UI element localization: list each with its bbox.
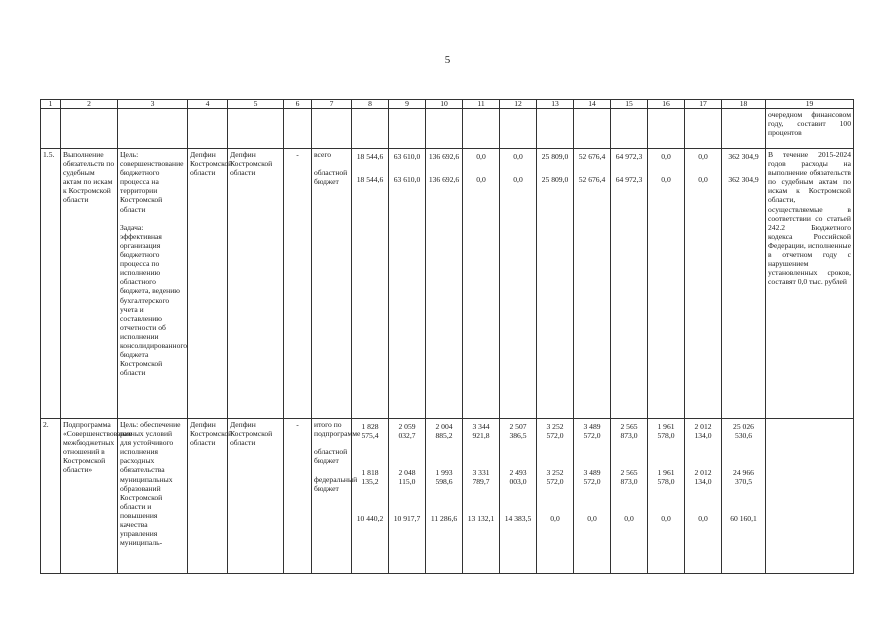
column-header: 1	[41, 100, 61, 109]
amount-value: 0,0	[476, 175, 486, 184]
amount-value: 1 961 578,0	[657, 468, 675, 487]
amount-cell	[574, 419, 611, 574]
amount-cell	[463, 419, 500, 574]
amount-cell	[685, 419, 722, 574]
column-header: 10	[426, 100, 463, 109]
amount-value: 25 809,0	[541, 175, 569, 184]
amount-value: 0,0	[661, 514, 671, 523]
goal-task-text: Цель: совершенствование бюджетного процесса на территории Костромской области Задача: эффективная организация бюджетного процесса по исполнению областного бюджета, ведению бухгалтерского учета и составлению отчетности об исполнении консолидированного бюджета Костромской области	[118, 149, 188, 419]
amount-value: 60 160,1	[730, 514, 757, 523]
column-header: 9	[389, 100, 426, 109]
amount-value: 3 252 572,0	[546, 468, 564, 487]
amount-cell	[574, 149, 611, 419]
amount-value: 25 809,0	[541, 152, 569, 161]
amount-cell	[648, 419, 685, 574]
amount-value: 24 966 370,5	[733, 468, 754, 487]
amount-value: 63 610,0	[393, 152, 421, 161]
column-header: 17	[685, 100, 722, 109]
column-header: 19	[766, 100, 854, 109]
column-header: 12	[500, 100, 537, 109]
amount-cell	[500, 419, 537, 574]
amount-value: 0,0	[661, 152, 671, 161]
amount-value: 2 493 003,0	[509, 468, 527, 487]
amount-value: 2 565 873,0	[620, 468, 638, 487]
column-header: 5	[228, 100, 284, 109]
amount-value: 2 565 873,0	[620, 422, 638, 441]
amount-cell	[648, 149, 685, 419]
amount-cell	[352, 419, 389, 574]
table-row	[41, 109, 854, 149]
amount-value: 1 961 578,0	[657, 422, 675, 441]
amount-value: 0,0	[550, 514, 560, 523]
column-header: 11	[463, 100, 500, 109]
result-text: очередном финансовом году, составит 100 процентов	[766, 109, 854, 149]
amount-value: 1 828 575,4	[361, 422, 379, 441]
amount-value: 25 026 530,6	[733, 422, 754, 441]
row-number: 2.	[41, 419, 61, 574]
amount-value: 0,0	[476, 152, 486, 161]
amount-cell	[426, 149, 463, 419]
amount-value: 63 610,0	[393, 175, 421, 184]
coexecutor: Депфин Костромской области	[228, 419, 284, 574]
amount-cell	[722, 419, 766, 574]
result-text	[766, 419, 854, 574]
amount-value: 13 132,1	[467, 514, 495, 523]
amount-value: 0,0	[513, 152, 523, 161]
funding-source: итого по подпрограмме областной бюджет федеральный бюджет	[312, 419, 352, 574]
column-header: 15	[611, 100, 648, 109]
amount-value: 64 972,3	[615, 175, 643, 184]
amount-value: 0,0	[624, 514, 634, 523]
amount-value: 64 972,3	[615, 152, 643, 161]
amount-cell	[426, 419, 463, 574]
amount-value: 3 489 572,0	[583, 422, 601, 441]
amount-value: 52 676,4	[578, 175, 606, 184]
amount-value: 136 692,6	[428, 152, 460, 161]
amount-value: 2 048 115,0	[398, 468, 416, 487]
amount-value: 0,0	[661, 175, 671, 184]
amount-value: 0,0	[587, 514, 597, 523]
amount-value: 2 059 032,7	[398, 422, 416, 441]
amount-cell	[722, 149, 766, 419]
header-row	[41, 100, 854, 109]
amount-cell	[537, 419, 574, 574]
amount-value: 0,0	[698, 175, 708, 184]
executor: Депфин Костромской области	[188, 149, 228, 419]
amount-value: 18 544,6	[356, 175, 384, 184]
column-header: 4	[188, 100, 228, 109]
amount-value: 14 383,5	[504, 514, 532, 523]
amount-value: 1 993 598,6	[435, 468, 453, 487]
program-table	[40, 99, 854, 574]
table-row	[41, 149, 854, 419]
column-header: 16	[648, 100, 685, 109]
amount-value: 0,0	[513, 175, 523, 184]
amount-cell	[537, 149, 574, 419]
result-text: В течение 2015-2024 годов расходы на выполнение обязательств по судебным актам по искам к Костромской области, осуществляемые в соответствии со статьей 242.2 Бюджетного кодекса Российской Федерации, исполненные в отчетном году с нарушением установленных сроков, составят 0,0 тыс. рублей	[766, 149, 854, 419]
amount-value: 2 012 134,0	[694, 422, 712, 441]
amount-cell	[389, 149, 426, 419]
funding-source: всего областной бюджет	[312, 149, 352, 419]
amount-value: 362 304,9	[728, 152, 759, 161]
amount-value: 1 818 135,2	[361, 468, 379, 487]
amount-value: 10 917,7	[393, 514, 421, 523]
amount-cell	[500, 149, 537, 419]
column-header: 13	[537, 100, 574, 109]
amount-value: 2 507 386,5	[509, 422, 527, 441]
executor: Депфин Костромской области	[188, 419, 228, 574]
amount-value: 10 440,2	[356, 514, 384, 523]
amount-cell	[611, 419, 648, 574]
column-header: 14	[574, 100, 611, 109]
amount-cell	[611, 149, 648, 419]
column-header: 18	[722, 100, 766, 109]
column-header: 3	[118, 100, 188, 109]
measure-name: Подпрограмма «Совершенствование межбюджетных отношений в Костромской области»	[61, 419, 118, 574]
amount-value: 362 304,9	[728, 175, 759, 184]
measure-name: Выполнение обязательств по судебным актам по искам к Костромской области	[61, 149, 118, 419]
goal-task-text: Цель: обеспечение равных условий для устойчивого исполнения расходных обязательства муниципальных образований Костромской области и повышения качества управления муниципаль-	[118, 419, 188, 574]
amount-value: 136 692,6	[428, 175, 460, 184]
amount-value: 3 344 921,8	[472, 422, 490, 441]
column-header: 8	[352, 100, 389, 109]
amount-value: 2 012 134,0	[694, 468, 712, 487]
dash-cell: -	[284, 419, 312, 574]
column-header: 7	[312, 100, 352, 109]
coexecutor: Депфин Костромской области	[228, 149, 284, 419]
column-header: 2	[61, 100, 118, 109]
page-number: 5	[444, 54, 451, 66]
table-row	[41, 419, 854, 574]
amount-value: 11 286,6	[430, 514, 458, 523]
amount-value: 0,0	[698, 514, 708, 523]
amount-value: 0,0	[698, 152, 708, 161]
amount-value: 3 252 572,0	[546, 422, 564, 441]
dash-cell: -	[284, 149, 312, 419]
amount-cell	[463, 149, 500, 419]
amount-cell	[685, 149, 722, 419]
amount-cell	[389, 419, 426, 574]
amount-cell	[352, 149, 389, 419]
amount-value: 18 544,6	[356, 152, 384, 161]
amount-value: 52 676,4	[578, 152, 606, 161]
amount-value: 2 004 885,2	[435, 422, 453, 441]
column-header: 6	[284, 100, 312, 109]
row-number: 1.5.	[41, 149, 61, 419]
amount-value: 3 489 572,0	[583, 468, 601, 487]
amount-value: 3 331 789,7	[472, 468, 490, 487]
